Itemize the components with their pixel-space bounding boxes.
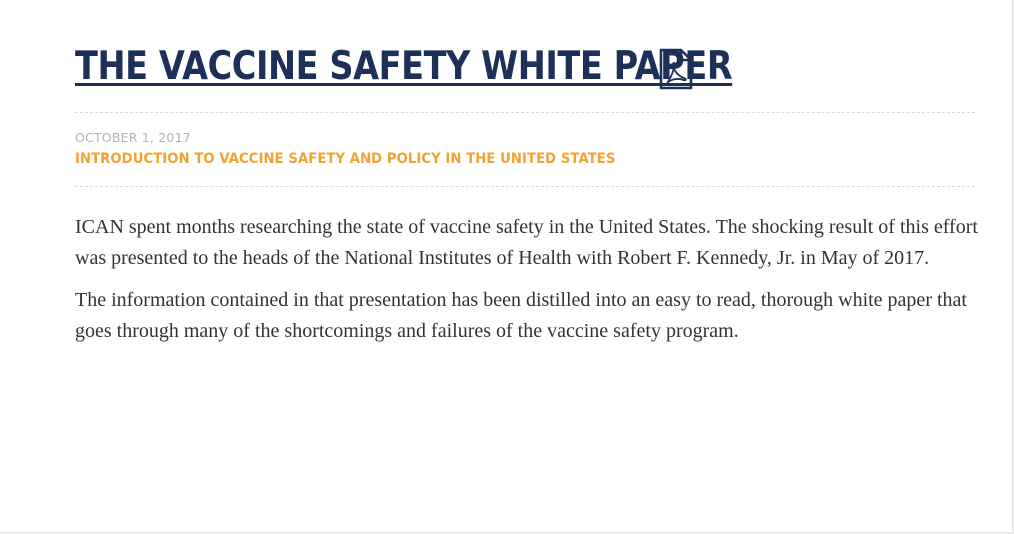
body-paragraph: The information contained in that presentation has been distilled into an easy to read, thorough white paper that goes through many of the shortcomings and failures of the vaccine safety program. xyxy=(75,289,967,342)
publish-date: OCTOBER 1, 2017 xyxy=(75,130,191,145)
article-subtitle: INTRODUCTION TO VACCINE SAFETY AND POLICY IN THE UNITED STATES xyxy=(75,151,616,167)
article-content xyxy=(75,40,978,342)
article-body xyxy=(75,212,980,358)
top-divider xyxy=(75,112,975,113)
pdf-file-icon[interactable] xyxy=(658,48,694,90)
page-title-link[interactable]: THE VACCINE SAFETY WHITE PAPER xyxy=(75,44,733,89)
title-row xyxy=(75,40,975,92)
bottom-divider xyxy=(75,186,975,187)
body-paragraph: ICAN spent months researching the state of vaccine safety in the United States. The shocking result of this effort was presented to the heads of the National Institutes of Health with Robert F. Kennedy, Jr. in May of 2017. xyxy=(75,216,978,269)
